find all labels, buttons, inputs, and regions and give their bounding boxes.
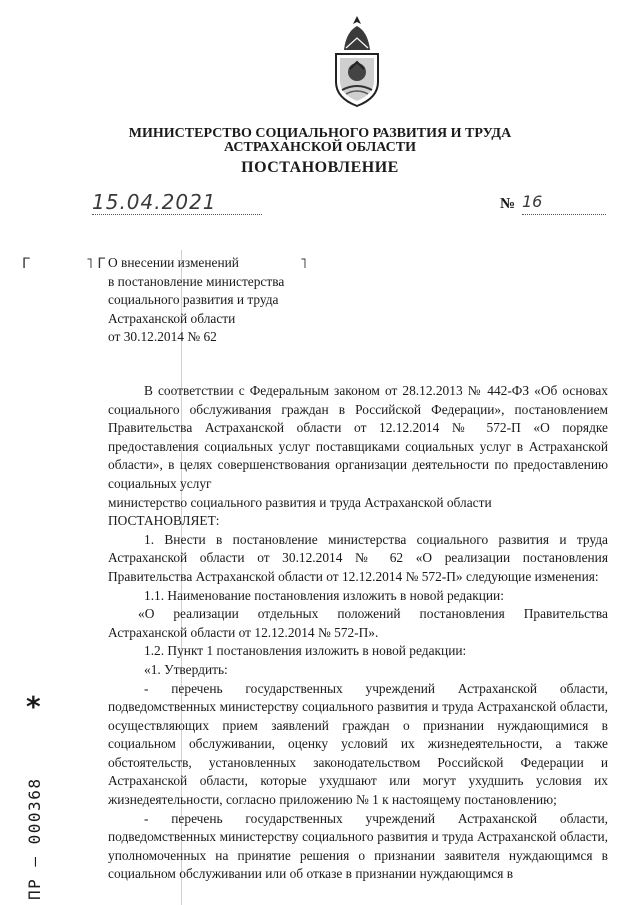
body-paragraph-issuer: министерство социального развития и труда Астраханской области (108, 494, 492, 510)
body-paragraph-preamble: В соответствии с Федеральным законом от 28.12.2013 № 442-ФЗ «Об основах социального обслуживания граждан в Российской Федерации», постановлением Правительства Астраханской области от 12.12.2014 № 572-П «О порядке предоставления социальных услуг поставщиками социальных услуг в Астраханской области», в целях совершенствования организации деятельности по предоставлению социальных услуг (108, 383, 608, 491)
document-body (108, 382, 608, 884)
body-paragraph-new-title: «О реализации отдельных положений постановления Правительства Астраханской области от 12.12.2014 № 572-П». (108, 606, 608, 640)
number-label: № (500, 196, 516, 212)
body-paragraph-list-1: - перечень государственных учреждений Астраханской области, подведомственных министерству социального развития и труда Астраханской области, осуществляющих прием заявлений граждан о признании нуждающимися в социальном обслуживании, оценку условий их жизнедеятельности, а также обстоятельств, установленных законодательством Российской Федерации и Астраханской области, которые ухудшают или могут ухудшить условия их жизнедеятельности, согласно приложению № 1 к настоящему постановлению; (108, 680, 608, 808)
subject-line-1: О внесении изменений (108, 255, 239, 270)
coat-of-arms-emblem (326, 14, 388, 112)
ministry-name-line1: МИНИСТЕРСТВО СОЦИАЛЬНОГО РАЗВИТИЯ И ТРУДА (128, 126, 512, 141)
document-subject (108, 254, 338, 347)
document-date: 15.04.2021 (92, 190, 262, 215)
body-paragraph-approve: «1. Утвердить: (144, 661, 228, 677)
ministry-name-line2: АСТРАХАНСКОЙ ОБЛАСТИ (223, 140, 416, 155)
body-paragraph-decree: ПОСТАНОВЛЯЕТ: (108, 513, 220, 529)
subject-line-2: в постановление министерства (108, 273, 285, 289)
body-paragraph-item-1: 1. Внести в постановление министерства социального развития и труда Астраханской области от 30.12.2014 № 62 «О реализации постановления Правительства Астраханской области от 12.12.2014 № 572-П» следующие изменения: (108, 531, 608, 584)
margin-star-mark: * (26, 690, 41, 723)
body-paragraph-list-2: - перечень государственных учреждений Астраханской области, подведомственных министерству социального развития и труда Астраханской области, уполномоченных на принятие решения о признании заявителя нуждающимся в социальном обслуживании или об отказе в признании нуждающимся в (108, 810, 608, 882)
corner-mark-right: ˥ (300, 256, 307, 272)
document-number: 16 (522, 192, 606, 215)
subject-line-5: от 30.12.2014 № 62 (108, 329, 217, 345)
corner-mark-left: Г (22, 256, 31, 272)
document-type-title: ПОСТАНОВЛЕНИЕ (241, 159, 399, 176)
serial-number: ПР – 000368 (25, 777, 44, 900)
body-paragraph-item-1-2: 1.2. Пункт 1 постановления изложить в новой редакции: (144, 643, 467, 659)
subject-line-3: социального развития и труда (108, 292, 279, 308)
subject-line-4: Астраханской области (108, 310, 236, 326)
body-paragraph-item-1-1: 1.1. Наименование постановления изложить в новой редакции: (144, 587, 504, 603)
corner-mark-pair: ˥ Г (86, 256, 106, 272)
